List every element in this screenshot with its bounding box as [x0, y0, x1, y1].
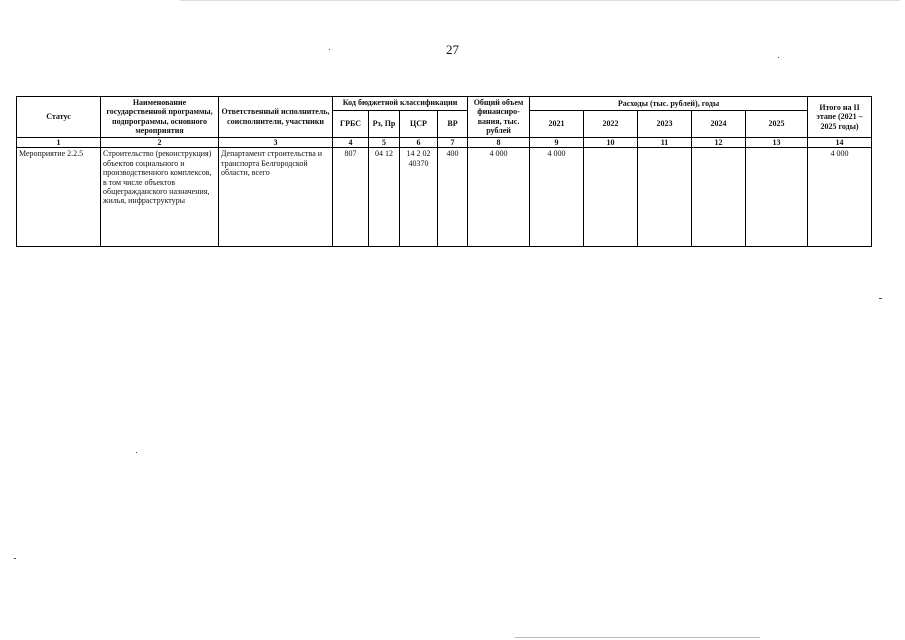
- col-num-6: 6: [400, 137, 438, 147]
- col-num-1: 1: [17, 137, 101, 147]
- column-number-row: [17, 137, 872, 147]
- cell-2025: [746, 148, 808, 247]
- col-num-9: 9: [530, 137, 584, 147]
- scan-speck: [136, 452, 137, 453]
- header-grbs: ГРБС: [333, 110, 369, 137]
- header-year-2023: 2023: [638, 110, 692, 137]
- col-num-4: 4: [333, 137, 369, 147]
- scan-speck: [879, 298, 882, 299]
- col-num-8: 8: [468, 137, 530, 147]
- cell-stage-total: 4 000: [808, 148, 872, 247]
- header-expenses: Расходы (тыс. рублей), годы: [530, 97, 808, 111]
- header-row-1: [17, 97, 872, 111]
- header-budget-code: Код бюджетной классификации: [333, 97, 468, 111]
- col-num-3: 3: [219, 137, 333, 147]
- header-responsible: Ответственный исполнитель, соисполнители, участники: [219, 97, 333, 138]
- cell-grbs: 807: [333, 148, 369, 247]
- col-num-2: 2: [101, 137, 219, 147]
- page-number: 27: [446, 42, 459, 57]
- col-num-10: 10: [584, 137, 638, 147]
- scan-speck: [329, 49, 330, 50]
- scan-edge-line: [180, 0, 900, 1]
- header-name: Наименование государственной программы, подпрограммы, основного мероприятия: [101, 97, 219, 138]
- col-num-13: 13: [746, 137, 808, 147]
- header-status: Статус: [17, 97, 101, 138]
- scan-speck: [14, 558, 16, 559]
- cell-responsible: Департамент строительства и транспорта Белгородской области, всего: [219, 148, 333, 247]
- col-num-11: 11: [638, 137, 692, 147]
- header-stage-total: Итого на II этапе (2021 – 2025 годы): [808, 97, 872, 138]
- header-vr: ВР: [438, 110, 468, 137]
- cell-vr: 400: [438, 148, 468, 247]
- budget-table: [16, 96, 872, 247]
- col-num-12: 12: [692, 137, 746, 147]
- cell-2024: [692, 148, 746, 247]
- header-total-volume: Общий объем финансиро-вания, тыс. рублей: [468, 97, 530, 138]
- scan-speck: [778, 57, 779, 58]
- cell-total: 4 000: [468, 148, 530, 247]
- col-num-5: 5: [369, 137, 400, 147]
- header-year-2024: 2024: [692, 110, 746, 137]
- cell-csr: 14 2 02 40370: [400, 148, 438, 247]
- header-year-2021: 2021: [530, 110, 584, 137]
- cell-2023: [638, 148, 692, 247]
- cell-name: Строительство (реконструкция) объектов социального и производственного комплексов, в том числе объектов общегражданского назначения, жилья, инфраструктуры: [101, 148, 219, 247]
- header-year-2022: 2022: [584, 110, 638, 137]
- header-year-2025: 2025: [746, 110, 808, 137]
- cell-rzpr: 04 12: [369, 148, 400, 247]
- table-row: [17, 148, 872, 247]
- header-rzpr: Рз, Пр: [369, 110, 400, 137]
- cell-2021: 4 000: [530, 148, 584, 247]
- col-num-14: 14: [808, 137, 872, 147]
- col-num-7: 7: [438, 137, 468, 147]
- scan-edge-line: [515, 637, 760, 638]
- cell-2022: [584, 148, 638, 247]
- header-csr: ЦСР: [400, 110, 438, 137]
- cell-status: Мероприятие 2.2.5: [17, 148, 101, 247]
